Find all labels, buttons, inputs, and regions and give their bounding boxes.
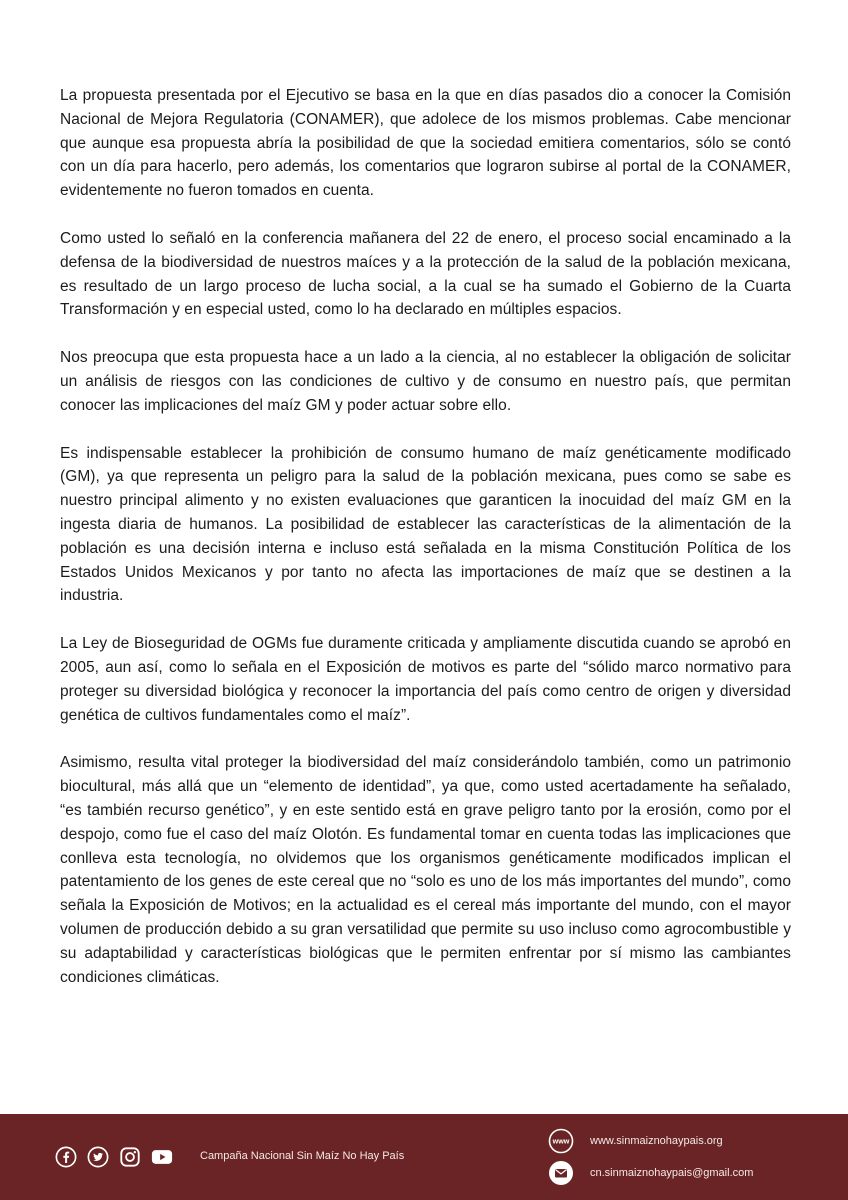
- youtube-icon[interactable]: [151, 1146, 173, 1168]
- www-icon-label: www: [552, 1136, 570, 1146]
- globe-www-icon: [548, 1128, 574, 1154]
- facebook-icon[interactable]: [55, 1146, 77, 1168]
- instagram-icon[interactable]: [119, 1146, 141, 1168]
- paragraph-4: Es indispensable establecer la prohibición de consumo humano de maíz genéticamente modificado (GM), ya que representa un peligro para la salud de la población mexicana, pues como se sabe es nuestro principal alimento y no existen evaluaciones que garanticen la inocuidad del maíz GM en la ingesta diaria de humanos. La posibilidad de establecer las características de la alimentación de la población es una decisión interna e incluso está señalada en la misma Constitución Política de los Estados Unidos Mexicanos y por tanto no afecta las importaciones de maíz que se destinen a la industria.: [60, 444, 791, 605]
- email-icon: [548, 1160, 574, 1186]
- website-contact[interactable]: [548, 1128, 723, 1154]
- website-link[interactable]: www.sinmaiznohaypais.org: [590, 1135, 723, 1147]
- social-links: [55, 1146, 173, 1168]
- footer-bar: [0, 1114, 848, 1200]
- paragraph-6: Asimismo, resulta vital proteger la biodiversidad del maíz considerándolo también, como un patrimonio biocultural, más allá que un “elemento de identidad”, ya que, como usted acertadamente ha señalado, “es también recurso genético”, y en este sentido está en grave peligro tanto por la erosión, como por el despojo, como fue el caso del maíz Olotón. Es fundamental tomar en cuenta todas las implicaciones que conlleva esta tecnología, no olvidemos que los organismos genéticamente modificados implican el patentamiento de los genes de este cereal que no “solo es uno de los más importantes del mundo”, como señala la Exposición de Motivos; en la actualidad es el cereal más importante del mundo, con el mayor volumen de producción debido a su gran versatilidad que permite su uso incluso como agrocombustible y su adaptabilidad y características biológicas que le permiten enfrentar por sí mismo las cambiantes condiciones climáticas.: [60, 754, 791, 986]
- paragraph-5: La Ley de Bioseguridad de OGMs fue duramente criticada y ampliamente discutida cuando se aprobó en 2005, aun así, como lo señala en el Exposición de motivos es parte del “sólido marco normativo para proteger su diversidad biológica y reconocer la importancia del país como centro de origen y diversidad genética de cultivos fundamentales como el maíz”.: [60, 635, 791, 724]
- twitter-icon[interactable]: [87, 1146, 109, 1168]
- email-contact[interactable]: [548, 1160, 753, 1186]
- email-link[interactable]: cn.sinmaiznohaypais@gmail.com: [590, 1167, 754, 1179]
- paragraph-2: Como usted lo señaló en la conferencia mañanera del 22 de enero, el proceso social encaminado a la defensa de la biodiversidad de nuestros maíces y a la protección de la salud de la población mexicana, es resultado de un largo proceso de lucha social, a la cual se ha sumado el Gobierno de la Cuarta Transformación y en especial usted, como lo ha declarado en múltiples espacios.: [60, 229, 791, 319]
- paragraph-1: La propuesta presentada por el Ejecutivo se basa en la que en días pasados dio a conocer la Comisión Nacional de Mejora Regulatoria (CONAMER), que adolece de los mismos problemas. Cabe mencionar que aunque esa propuesta abría la posibilidad de que la sociedad emitiera comentarios, sólo se contó con un día para hacerlo, pero además, los comentarios que lograron subirse al portal de la CONAMER, evidentemente no fueron tomados en cuenta.: [60, 87, 791, 200]
- paragraph-3: Nos preocupa que esta propuesta hace a un lado a la ciencia, al no establecer la obligación de solicitar un análisis de riesgos con las condiciones de cultivo y de consumo en nuestro país, que permitan conocer las implicaciones del maíz GM y poder actuar sobre ello.: [60, 349, 791, 414]
- letter-body: [60, 84, 791, 1013]
- campaign-name: Campaña Nacional Sin Maíz No Hay País: [200, 1150, 405, 1162]
